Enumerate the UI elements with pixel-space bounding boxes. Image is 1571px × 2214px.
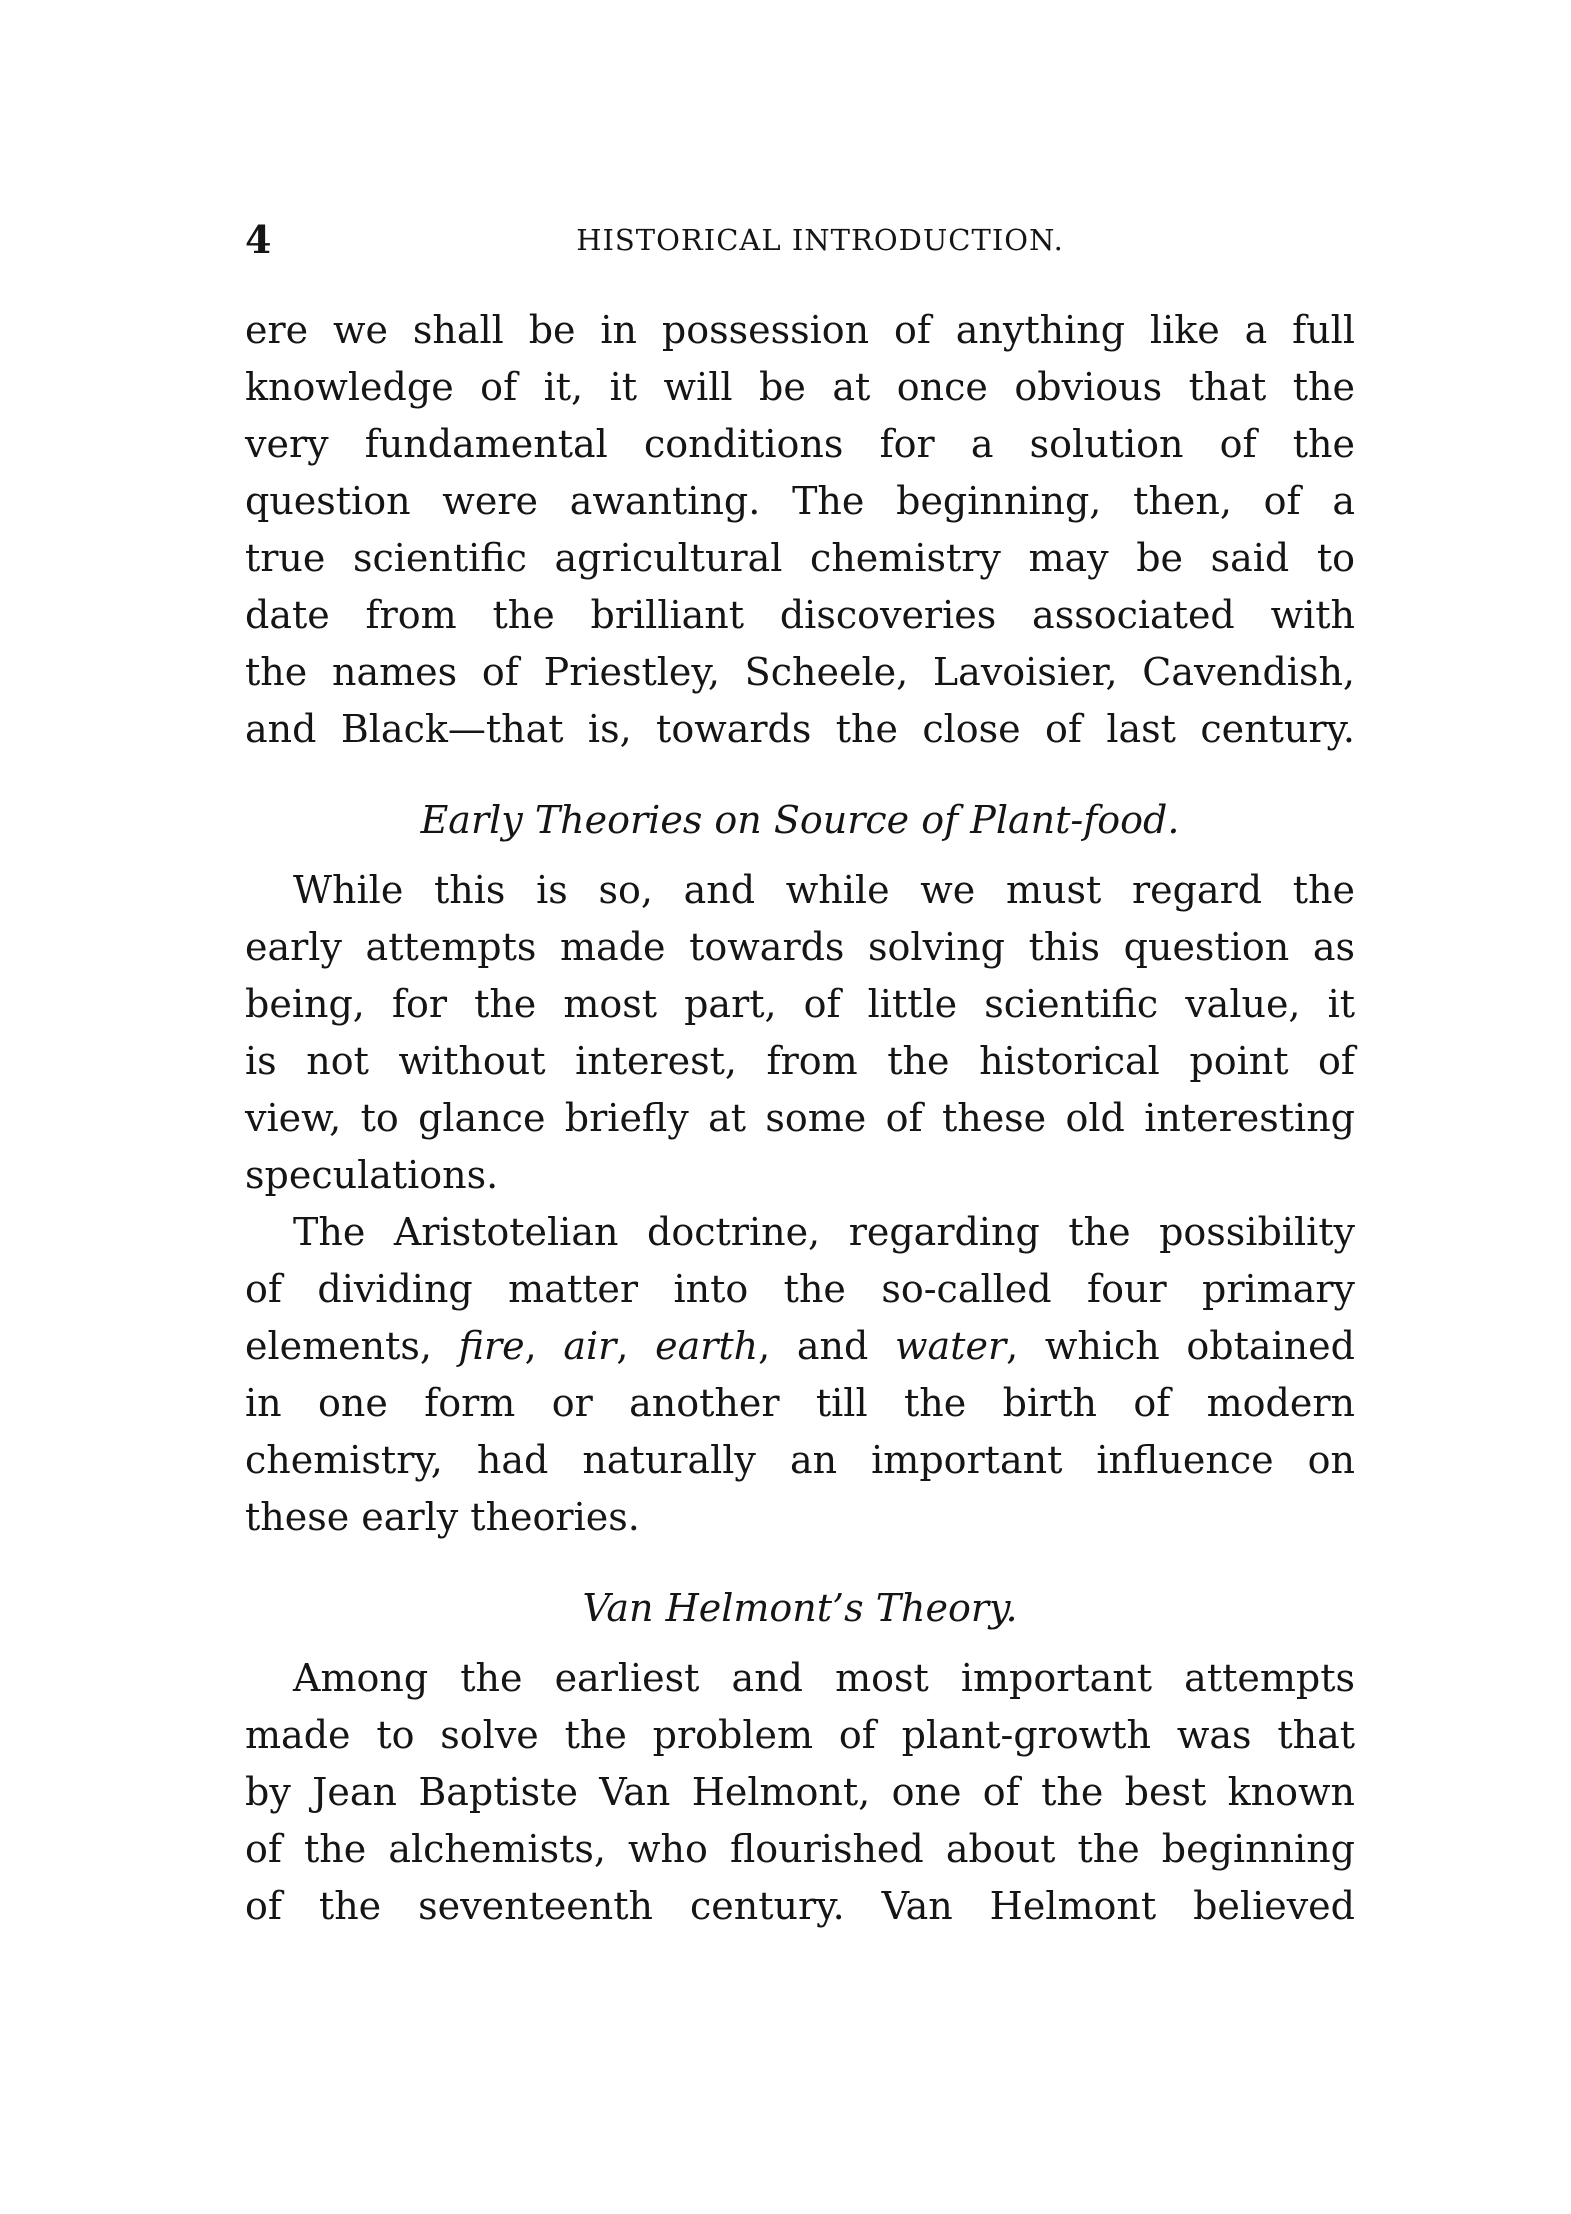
text-line: question were awanting. The beginning, then, of a <box>245 479 1355 523</box>
text-line: speculations. <box>245 1153 499 1197</box>
term-water: water <box>895 1324 1007 1368</box>
section-heading-van-helmont: Van Helmont’s Theory. <box>582 1586 1018 1630</box>
text-line: by Jean Baptiste Van Helmont, one of the best known <box>245 1770 1355 1814</box>
term-earth: earth <box>655 1324 759 1368</box>
text-line: true scientific agricultural chemistry may be said to <box>245 536 1355 580</box>
text-line: of the alchemists, who flourished about the beginning <box>245 1827 1355 1871</box>
section-heading-early-theories: Early Theories on Source of Plant-food. <box>420 798 1180 842</box>
paragraph-1 <box>245 302 1355 758</box>
text-line: ere we shall be in possession of anything like a full <box>245 308 1355 352</box>
text-line: Among the earliest and most important attempts <box>293 1656 1355 1700</box>
text-line: very fundamental conditions for a solution of the <box>245 422 1355 466</box>
term-fire: fire <box>458 1324 525 1368</box>
text-line: chemistry, had naturally an important influence on <box>245 1438 1355 1482</box>
text-line-elements: elements, fire, air, earth, and water, which obtained <box>245 1324 1355 1368</box>
text-line: of dividing matter into the so-called four primary <box>245 1267 1355 1311</box>
paragraph-4 <box>245 1650 1355 1935</box>
page-header <box>245 210 1355 270</box>
paragraph-3 <box>245 1204 1355 1546</box>
text-line: these early theories. <box>245 1495 640 1539</box>
text-line: of the seventeenth century. Van Helmont believed <box>245 1884 1355 1928</box>
text-line: date from the brilliant discoveries associated with <box>245 593 1355 637</box>
text-line: in one form or another till the birth of modern <box>245 1381 1355 1425</box>
text-line: view, to glance briefly at some of these old interesting <box>245 1096 1355 1140</box>
term-air: air <box>563 1324 617 1368</box>
text-line: While this is so, and while we must regard the <box>293 868 1355 912</box>
text-line: The Aristotelian doctrine, regarding the possibility <box>293 1210 1355 1254</box>
text-line: is not without interest, from the historical point of <box>245 1039 1355 1083</box>
text-line: knowledge of it, it will be at once obvious that the <box>245 365 1355 409</box>
text-line: made to solve the problem of plant-growth was that <box>245 1713 1355 1757</box>
paragraph-2 <box>245 862 1355 1204</box>
text-line: early attempts made towards solving this question as <box>245 925 1355 969</box>
page-number: 4 <box>245 217 272 262</box>
text-line: and Black—that is, towards the close of last century. <box>245 707 1355 751</box>
running-head: HISTORICAL INTRODUCTION. <box>576 223 1064 257</box>
text-line: being, for the most part, of little scientific value, it <box>245 982 1355 1026</box>
text-line: the names of Priestley, Scheele, Lavoisier, Cavendish, <box>245 650 1355 694</box>
